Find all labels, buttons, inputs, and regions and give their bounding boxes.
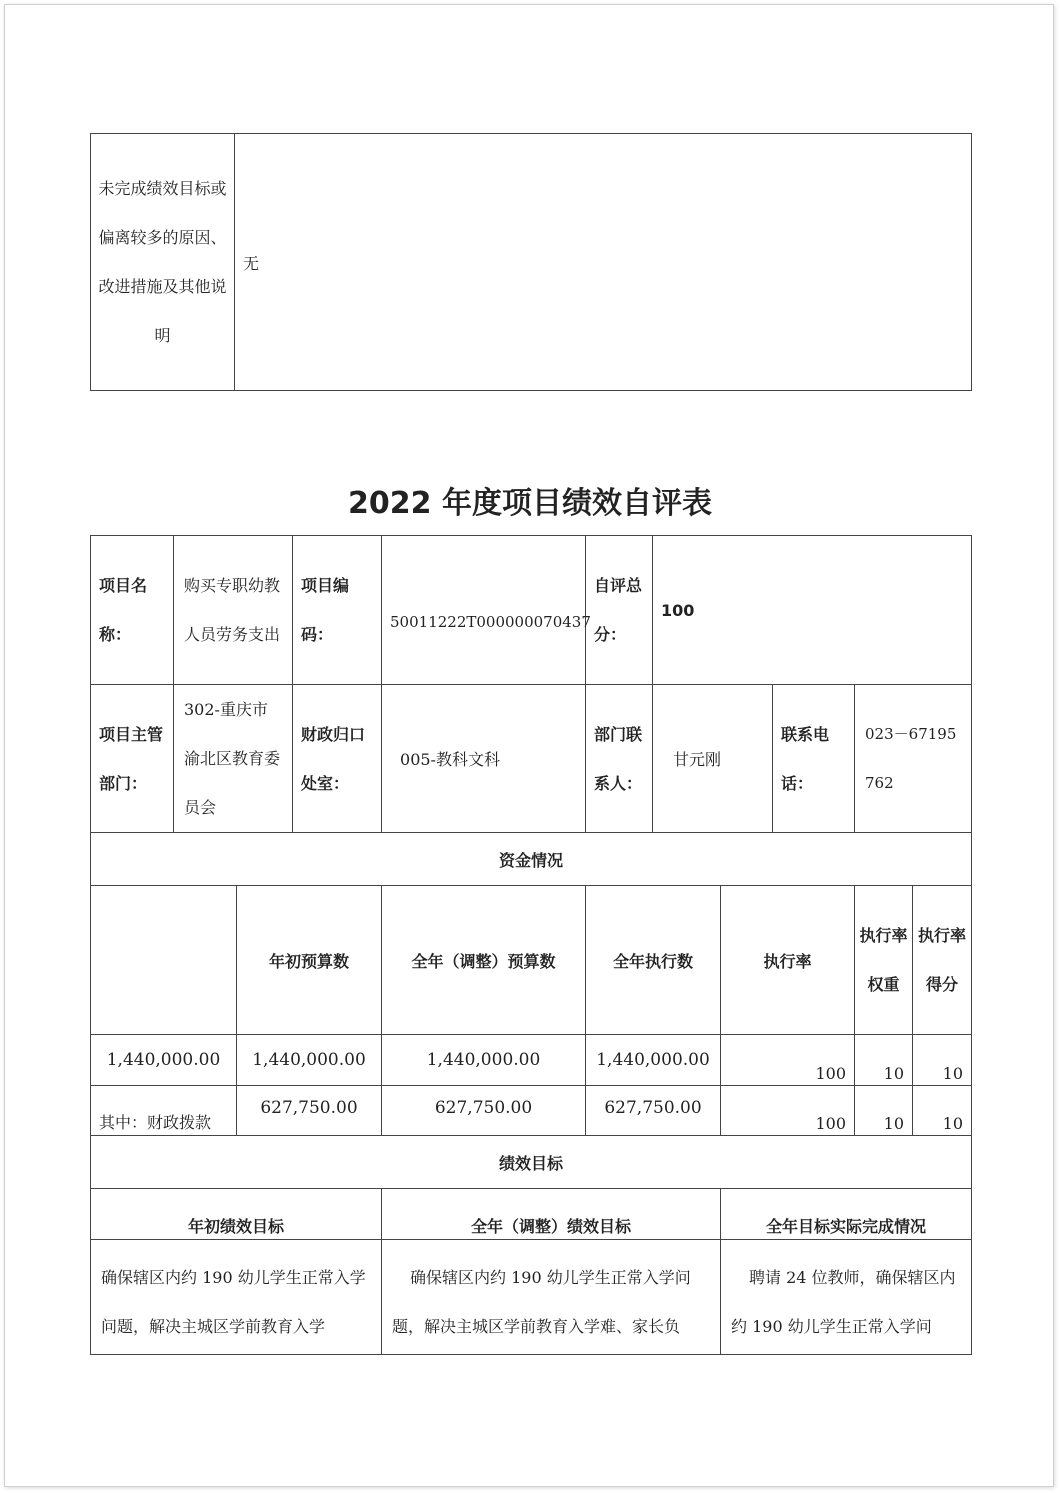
- contact-label: 部门联系人：: [586, 685, 653, 833]
- funding-row-total-rate: 100: [721, 1035, 855, 1086]
- funding-header-score: 执行率得分: [913, 886, 972, 1035]
- self-evaluation-table: [90, 535, 972, 1355]
- phone-value: 023－67195762: [855, 685, 972, 833]
- funding-row-fiscal-label: 其中：财政拨款: [91, 1086, 237, 1136]
- funding-header-initial: 年初预算数: [237, 886, 382, 1035]
- explanation-value: 无: [235, 134, 972, 391]
- funding-row-total-executed: 1,440,000.00: [586, 1035, 721, 1086]
- funding-header-rate: 执行率: [721, 886, 855, 1035]
- explanation-table: [90, 133, 972, 391]
- explanation-label: 未完成绩效目标或偏离较多的原因、改进措施及其他说明: [91, 134, 235, 391]
- funding-header-adjusted: 全年（调整）预算数: [382, 886, 586, 1035]
- project-code-value: 50011222T000000070437: [382, 536, 586, 685]
- phone-label: 联系电话：: [773, 685, 855, 833]
- funding-row-fiscal-score: 10: [913, 1086, 972, 1136]
- dept-value: 302-重庆市渝北区教育委员会: [174, 685, 293, 833]
- goals-header-actual: 全年目标实际完成情况: [721, 1189, 972, 1240]
- score-value: 100: [653, 536, 972, 685]
- goals-adjusted-text: 确保辖区内约 190 幼儿学生正常入学问题，解决主城区学前教育入学难、家长负: [382, 1240, 721, 1355]
- funding-row-fiscal-adjusted: 627,750.00: [382, 1086, 586, 1136]
- goals-initial-text: 确保辖区内约 190 幼儿学生正常入学问题，解决主城区学前教育入学: [91, 1240, 382, 1355]
- funding-header-weight: 执行率权重: [855, 886, 913, 1035]
- goals-header-initial: 年初绩效目标: [91, 1189, 382, 1240]
- funding-row-fiscal-rate: 100: [721, 1086, 855, 1136]
- goals-section-title: 绩效目标: [91, 1136, 972, 1189]
- project-name-label: 项目名称：: [91, 536, 174, 685]
- funding-header-blank: [91, 886, 237, 1035]
- funding-section-title: 资金情况: [91, 833, 972, 886]
- funding-header-executed: 全年执行数: [586, 886, 721, 1035]
- project-code-label: 项目编码：: [293, 536, 382, 685]
- contact-value: 甘元刚: [653, 685, 773, 833]
- page-title: 2022 年度项目绩效自评表: [348, 486, 712, 521]
- funding-row-fiscal-initial: 627,750.00: [237, 1086, 382, 1136]
- funding-row-total-adjusted: 1,440,000.00: [382, 1035, 586, 1086]
- funding-row-total-score: 10: [913, 1035, 972, 1086]
- funding-row-fiscal-weight: 10: [855, 1086, 913, 1136]
- funding-row-total-initial: 1,440,000.00: [237, 1035, 382, 1086]
- funding-row-total-label: 1,440,000.00: [91, 1035, 237, 1086]
- finance-label: 财政归口处室：: [293, 685, 382, 833]
- funding-row-total-weight: 10: [855, 1035, 913, 1086]
- goals-header-adjusted: 全年（调整）绩效目标: [382, 1189, 721, 1240]
- project-name-value: 购买专职幼教人员劳务支出: [174, 536, 293, 685]
- score-label: 自评总分：: [586, 536, 653, 685]
- funding-row-fiscal-executed: 627,750.00: [586, 1086, 721, 1136]
- goals-actual-text: 聘请 24 位教师，确保辖区内约 190 幼儿学生正常入学问: [721, 1240, 972, 1355]
- dept-label: 项目主管部门：: [91, 685, 174, 833]
- finance-value: 005-教科文科: [382, 685, 586, 833]
